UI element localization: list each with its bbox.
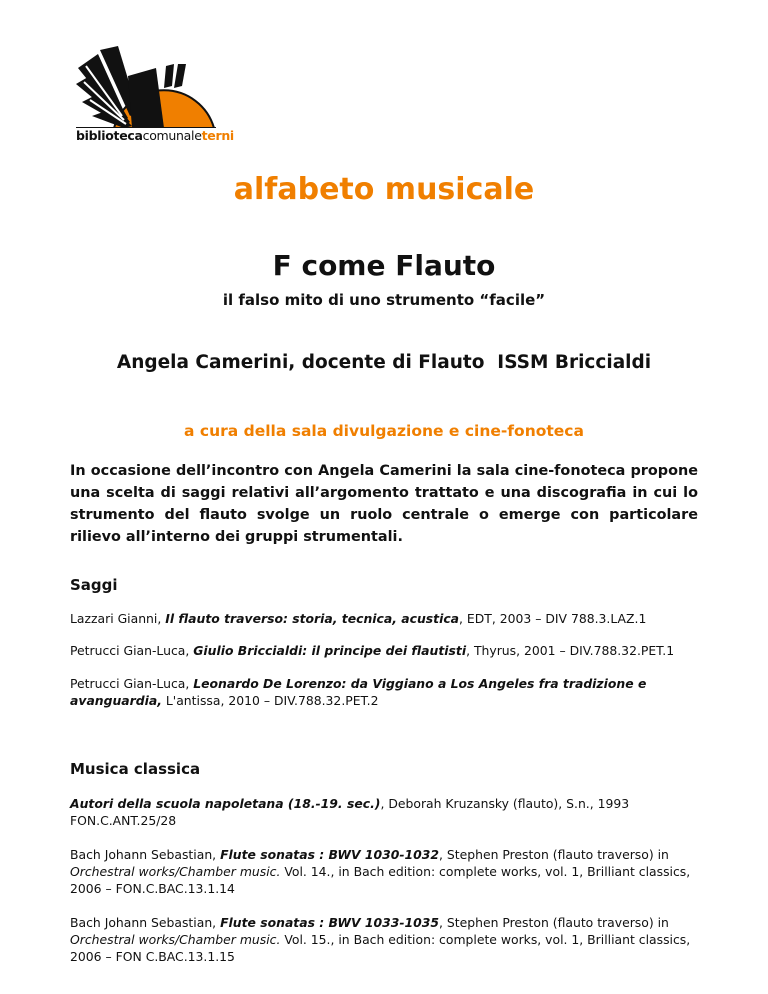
intro-paragraph: In occasione dell’incontro con Angela Camerini la sala cine-fonoteca propone una scelta di saggi relativi all’argomento trattato e una discografia in cui lo strumento del flauto svolge un ruolo centrale o emerge con particolare rilievo all’interno dei gruppi strumentali.	[70, 463, 698, 545]
main-title: F come Flauto	[272, 249, 496, 282]
entry-collection: Orchestral works/Chamber music.	[70, 932, 281, 947]
entry-author: Lazzari Gianni,	[70, 611, 166, 626]
discography-entry	[70, 795, 710, 829]
entry-details-continued: Vol. 15., in Bach edition: complete works, vol. 1, Brilliant classics, 2006 – FON C.BAC.13.1.15	[70, 932, 691, 964]
entry-collection: Orchestral works/Chamber music.	[70, 864, 281, 879]
entry-author: Bach Johann Sebastian,	[70, 915, 221, 930]
speaker-line: Angela Camerini, docente di Flauto ISSM Briccialdi	[116, 352, 652, 373]
entry-details: , Deborah Kruzansky (flauto), S.n., 1993	[380, 796, 630, 811]
entry-author: Petrucci Gian-Luca,	[70, 643, 194, 658]
library-logo	[76, 46, 246, 156]
series-title: alfabeto musicale	[233, 172, 535, 207]
entry-details: , EDT, 2003 – DIV 788.3.LAZ.1	[459, 611, 647, 626]
fan-logo-icon	[76, 46, 216, 128]
entry-author: Bach Johann Sebastian,	[70, 847, 221, 862]
entry-title: Flute sonatas : BWV 1033-1035	[220, 915, 439, 930]
entry-title: Giulio Briccialdi: il principe dei flautisti	[193, 643, 467, 658]
section-heading-saggi: Saggi	[70, 576, 118, 594]
entry-title: Autori della scuola napoletana (18.-19. sec.)	[70, 796, 381, 811]
entry-details: , Stephen Preston (flauto traverso) in	[439, 915, 669, 930]
entry-shelfmark: FON.C.ANT.25/28	[70, 813, 177, 828]
entry-title: Il flauto traverso: storia, tecnica, acustica	[165, 611, 460, 626]
entry-author: Petrucci Gian-Luca,	[70, 676, 194, 691]
discography-entry	[70, 914, 710, 965]
logo-wordmark: bibliotecacomunaleterni	[76, 128, 234, 143]
entry-title: Flute sonatas : BWV 1030-1032	[220, 847, 439, 862]
entry-details-continued: Vol. 14., in Bach edition: complete works, vol. 1, Brilliant classics, 2006 – FON.C.BAC.13.1.14	[70, 864, 691, 896]
bibliography-entry	[70, 610, 710, 627]
subtitle: il falso mito di uno strumento “facile”	[222, 291, 546, 309]
bibliography-entry	[70, 642, 710, 659]
bibliography-entry	[70, 675, 670, 709]
entry-details: , Thyrus, 2001 – DIV.788.32.PET.1	[466, 643, 675, 658]
entry-title: Leonardo De Lorenzo: da Viggiano a Los Angeles fra tradizione e avanguardia,	[70, 676, 647, 708]
discography-entry	[70, 846, 710, 897]
entry-details: L'antissa, 2010 – DIV.788.32.PET.2	[161, 693, 379, 708]
entry-details: , Stephen Preston (flauto traverso) in	[439, 847, 669, 862]
section-heading-musica-classica: Musica classica	[70, 760, 201, 778]
curator-line: a cura della sala divulgazione e cine-fonoteca	[184, 422, 584, 440]
